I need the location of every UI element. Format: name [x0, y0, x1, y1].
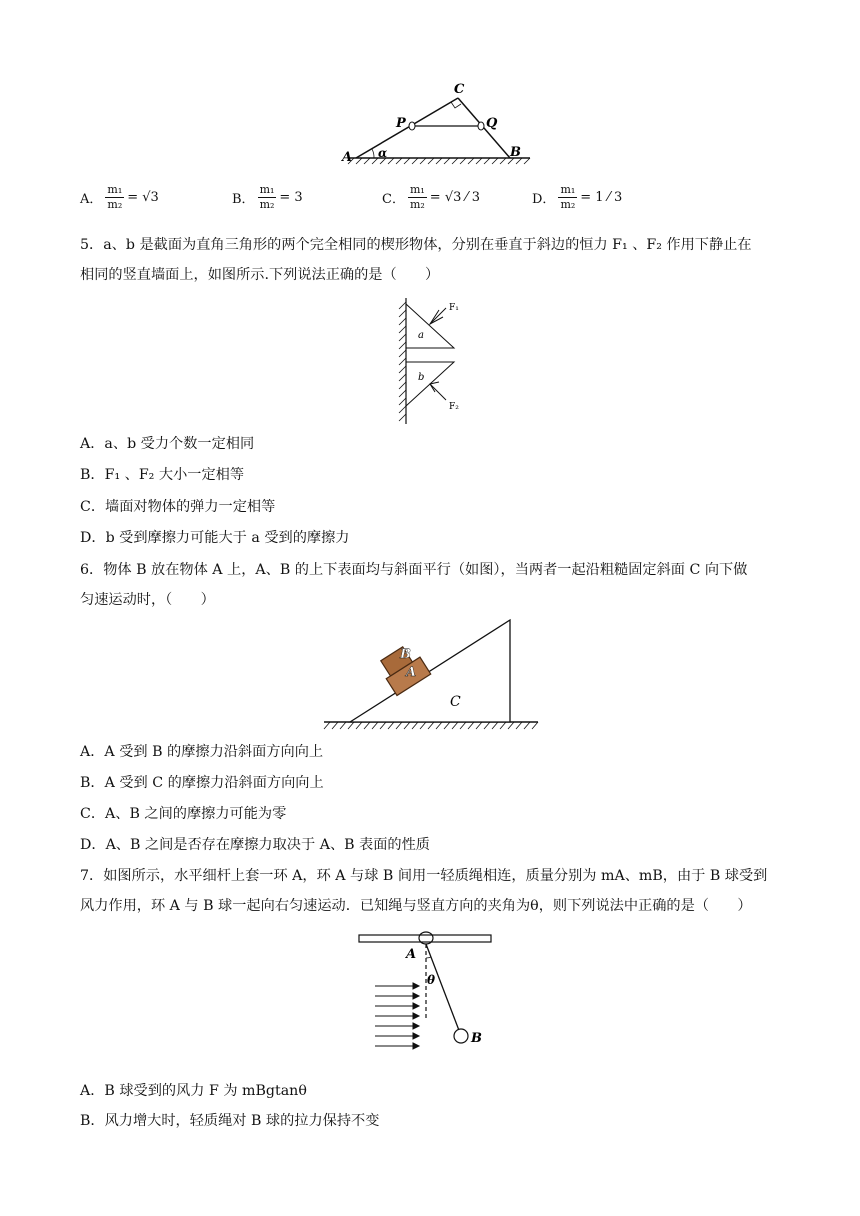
q4-option-a [80, 183, 159, 212]
label-b: b [418, 372, 425, 383]
q6-option-d: D．A、B 之间是否存在摩擦力取决于 A、B 表面的性质 [80, 837, 430, 853]
q4-option-c [382, 183, 480, 212]
option-rhs: = √3 [127, 190, 159, 205]
option-letter: B． [232, 192, 255, 207]
label-F2: F₂ [449, 402, 459, 412]
option-rhs: = √3 ⁄ 3 [429, 190, 481, 205]
q7-stem-line1: 7．如图所示，水平细杆上套一环 A，环 A 与球 B 间用一轻质绳相连，质量分别为 mA、mB，由于 B 球受到 [80, 868, 768, 884]
q5-option-a: A．a、b 受力个数一定相同 [80, 436, 255, 452]
q6-figure [322, 618, 542, 736]
q5-option-d: D．b 受到摩擦力可能大于 a 受到的摩擦力 [80, 530, 350, 546]
q5-option-b: B．F₁ 、F₂ 大小一定相等 [80, 467, 245, 483]
denominator: m₂ [560, 198, 576, 211]
q5-option-c: C．墙面对物体的弹力一定相等 [80, 499, 276, 515]
q4-option-d [532, 183, 622, 212]
numerator: m₁ [560, 183, 576, 196]
denominator: m₂ [259, 198, 275, 211]
label-P: P [396, 116, 406, 131]
label-C: C [450, 694, 461, 710]
q4-figure [338, 78, 538, 168]
label-B: B [510, 145, 521, 160]
label-Q: Q [486, 116, 498, 131]
label-F1: F₁ [449, 303, 459, 313]
numerator: m₁ [107, 183, 123, 196]
denominator: m₂ [107, 198, 123, 211]
q6-stem-line2: 匀速运动时，（ ） [80, 592, 215, 608]
option-letter: C． [382, 192, 405, 207]
q5-stem-line2: 相同的竖直墙面上，如图所示.下列说法正确的是（ ） [80, 267, 440, 283]
q7-figure [355, 926, 495, 1056]
option-letter: D． [532, 192, 556, 207]
label-alpha: α [378, 146, 388, 160]
option-rhs: = 3 [279, 190, 303, 205]
q5-figure [396, 296, 476, 426]
option-rhs: = 1 ⁄ 3 [580, 190, 623, 205]
denominator: m₂ [409, 198, 425, 211]
numerator: m₁ [259, 183, 275, 196]
label-C: C [454, 82, 465, 97]
label-theta: θ [427, 973, 436, 987]
q7-stem-line2: 风力作用，环 A 与 B 球一起向右匀速运动．已知绳与竖直方向的夹角为θ，则下列说法中正确的是（ ） [80, 898, 752, 914]
q6-option-a: A．A 受到 B 的摩擦力沿斜面方向向上 [80, 744, 324, 760]
q7-option-a: A．B 球受到的风力 F 为 mBgtanθ [80, 1083, 307, 1099]
q6-option-b: B．A 受到 C 的摩擦力沿斜面方向向上 [80, 775, 324, 791]
label-A: A [406, 665, 417, 680]
q7-option-b: B．风力增大时，轻质绳对 B 球的拉力保持不变 [80, 1113, 380, 1129]
q5-stem-line1: 5．a、b 是截面为直角三角形的两个完全相同的楔形物体，分别在垂直于斜边的恒力 F₁ 、F₂ 作用下静止在 [80, 237, 752, 253]
label-B: B [471, 1031, 482, 1046]
q6-option-c: C．A、B 之间的摩擦力可能为零 [80, 806, 287, 822]
option-letter: A． [80, 192, 103, 207]
q6-stem-line1: 6．物体 B 放在物体 A 上，A、B 的上下表面均与斜面平行（如图），当两者一起沿粗糙固定斜面 C 向下做 [80, 562, 748, 578]
label-A: A [342, 150, 353, 165]
numerator: m₁ [409, 183, 425, 196]
q4-option-b [232, 183, 303, 212]
label-a: a [418, 330, 424, 341]
label-A: A [406, 947, 417, 962]
label-B: B [400, 647, 411, 662]
